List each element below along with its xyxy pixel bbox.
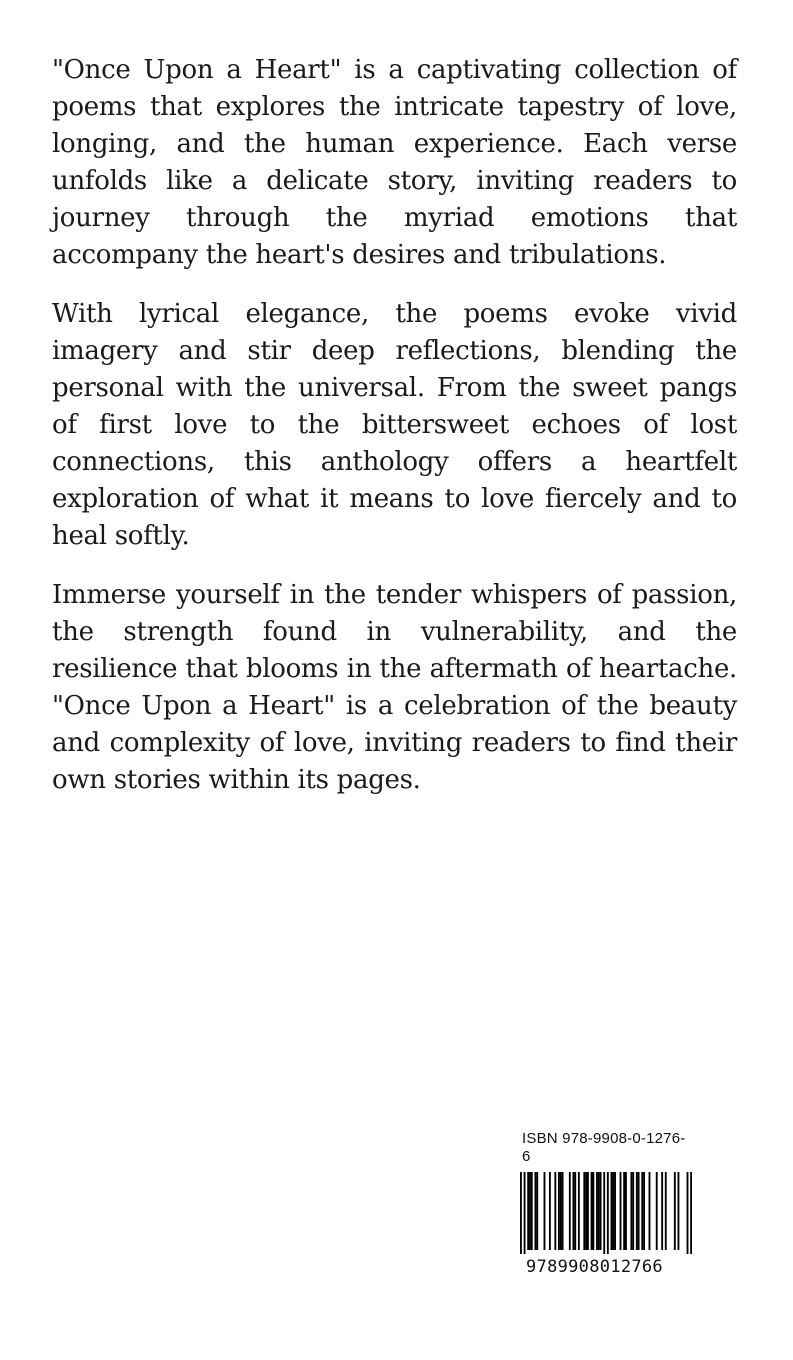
barcode-bar	[527, 1172, 529, 1250]
barcode-bar	[611, 1172, 613, 1250]
barcode-bar	[573, 1172, 575, 1250]
back-cover-blurb	[52, 52, 737, 821]
barcode-digits: 9789908012766	[526, 1257, 663, 1277]
barcode-bar	[607, 1172, 609, 1254]
barcode-bar	[661, 1172, 663, 1250]
barcode-bar	[544, 1172, 546, 1250]
barcode-bar	[531, 1172, 533, 1250]
barcode-bar	[587, 1172, 589, 1250]
barcode-bar	[600, 1172, 602, 1250]
barcode-bar	[583, 1172, 585, 1250]
barcode-bar	[592, 1172, 594, 1250]
barcode-bar	[591, 1172, 593, 1250]
barcode-bar	[649, 1172, 651, 1250]
barcode-bar	[620, 1172, 622, 1250]
barcode-bar	[643, 1172, 645, 1250]
blurb-paragraph-3: Immerse yourself in the tender whispers of passion, the strength found in vulnerability, and the resilience that blooms in the aftermath of heartache. "Once Upon a Heart" is a celebration of the beauty and complexity of love, inviting readers to find their own stories within its pages.	[52, 580, 737, 795]
barcode-bar	[674, 1172, 676, 1250]
barcode-bar	[656, 1172, 658, 1250]
barcode-bar	[520, 1172, 522, 1254]
barcode-bar	[641, 1172, 643, 1250]
barcode-bar	[625, 1172, 627, 1250]
barcode-bar	[578, 1172, 580, 1250]
barcode-bar	[524, 1172, 526, 1254]
barcode-bar	[665, 1172, 667, 1250]
barcode-bar	[562, 1172, 564, 1250]
barcode-bar	[612, 1172, 614, 1250]
barcode-bar	[636, 1172, 638, 1250]
barcode-bar	[687, 1172, 689, 1254]
barcode-bar	[596, 1172, 598, 1250]
isbn-label: ISBN 978-9908-0-1276-6	[522, 1130, 686, 1165]
barcode-bar	[614, 1172, 616, 1250]
barcode-bar	[623, 1172, 625, 1250]
barcode-bar	[560, 1172, 562, 1250]
barcode-bar	[549, 1172, 551, 1250]
blurb-paragraph-1: "Once Upon a Heart" is a captivating collection of poems that explores the intricate tapestry of love, longing, and the human experience. Each verse unfolds like a delicate story, inviting readers to journey through the myriad emotions that accompany the heart's desires and tribulations.	[52, 55, 737, 270]
isbn-barcode	[520, 1130, 692, 1277]
barcode-bar	[630, 1172, 632, 1250]
barcode-bar	[632, 1172, 634, 1250]
barcode-bar	[678, 1172, 680, 1250]
barcode-bar	[536, 1172, 538, 1250]
barcode-bar	[554, 1172, 556, 1250]
barcode-bar	[574, 1172, 576, 1250]
barcode-bar	[598, 1172, 600, 1250]
blurb-paragraph-2: With lyrical elegance, the poems evoke vivid imagery and stir deep reflections, blending the personal with the universal. From the sweet pangs of first love to the bittersweet echoes of lost connections, this anthology offers a heartfelt exploration of what it means to love fiercely and to heal softly.	[52, 299, 737, 551]
barcode-bar	[558, 1172, 560, 1250]
barcode-bar	[603, 1172, 605, 1254]
barcode-bar	[690, 1172, 692, 1254]
barcode-bar	[638, 1172, 640, 1250]
barcode-bar	[534, 1172, 536, 1250]
barcode-bar	[569, 1172, 571, 1250]
barcode-bars	[520, 1172, 692, 1254]
barcode-bar	[529, 1172, 531, 1250]
barcode-bar	[585, 1172, 587, 1250]
